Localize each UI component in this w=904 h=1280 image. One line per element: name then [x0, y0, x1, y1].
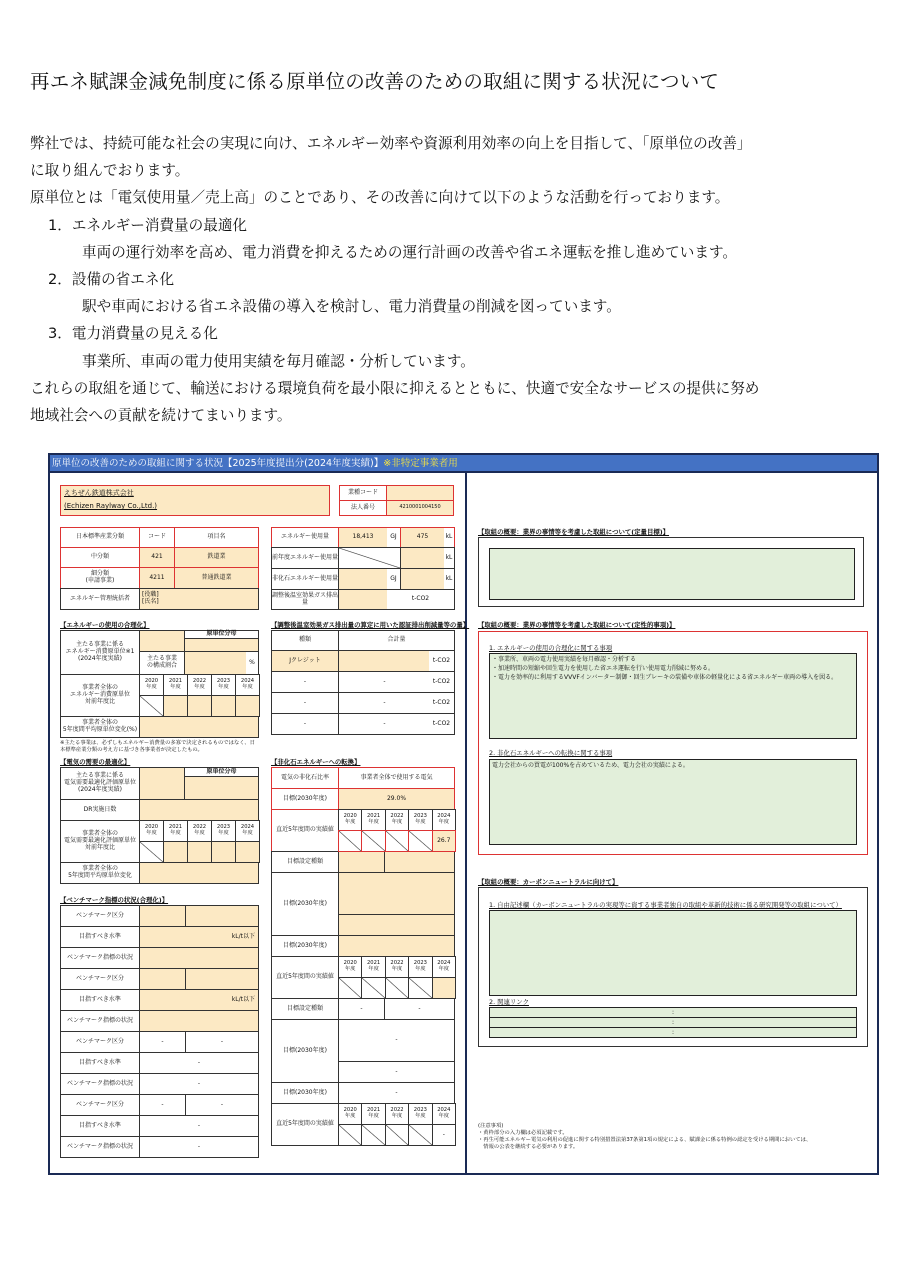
report-sheet [48, 453, 879, 1175]
bench-label: ベンチマーク区分 [60, 1094, 140, 1116]
kind-value-a[interactable] [338, 851, 385, 873]
ghg-label: 調整後温室効果ガス排出量 [271, 589, 339, 610]
manager-label: エネルギー管理統括者 [60, 588, 140, 610]
ghg-type: - [271, 671, 339, 693]
bench-class-b: - [185, 1094, 259, 1116]
qual-text2: 電力会社からの買電が100%を占めているため、電力会社の実績による。 [492, 762, 689, 769]
target-label: 目標(2030年度) [271, 1082, 339, 1104]
diagonal-empty [338, 547, 401, 569]
year-value[interactable] [211, 841, 236, 863]
energy-usage-gj: 18,413 [338, 527, 388, 548]
qual-line: ・加速時間の短縮や回生電力を使用した省エネ運転を行い使用電力削減に努める。 [492, 665, 715, 672]
qual-frame [478, 631, 868, 855]
cn-frame [478, 887, 868, 1047]
qual-textarea-2[interactable] [489, 759, 857, 845]
year-value[interactable]: 26.7 [432, 830, 456, 852]
year-header: 2023 年度 [408, 809, 432, 831]
item-body: 事業所、車両の電力使用実績を毎月確認・分析しています。 [82, 352, 475, 370]
company-name: えちぜん鉄道株式会社 [64, 489, 134, 497]
bench-label: ベンチマーク指標の状況 [60, 947, 140, 969]
diagonal-empty [408, 977, 432, 999]
rational-unit-value[interactable] [184, 638, 259, 652]
energy-usage-label: エネルギー使用量 [271, 527, 339, 548]
year-header: 2020 年度 [139, 820, 164, 842]
bench-label: 目指すべき水準 [60, 1052, 140, 1074]
year-value[interactable] [163, 841, 188, 863]
unit-co2: t-CO2 [387, 589, 455, 610]
dr-value[interactable] [139, 799, 259, 821]
target2030-label: 目標(2030年度) [271, 1019, 339, 1083]
recent-label: 直近5年度間の実績値 [271, 1103, 339, 1146]
year-value[interactable] [187, 841, 212, 863]
rational-main-value[interactable] [139, 630, 185, 652]
industry-header: 項目名 [174, 527, 259, 548]
link-field[interactable]: : [489, 1007, 857, 1018]
year-header: 2021 年度 [361, 809, 385, 831]
ghg-type: Jクレジット [271, 650, 339, 672]
year-header: 2023 年度 [211, 674, 236, 696]
bench-class-b[interactable] [185, 968, 259, 990]
year-value[interactable] [235, 841, 260, 863]
nonfossil-gj[interactable] [338, 568, 388, 590]
target-value-2[interactable] [338, 935, 455, 957]
cn-sub1: 1. 自由記述欄（カーボンニュートラルの実現等に資する事業者独自の取組や革新的技術に係る研究開発等の取組について） [489, 901, 842, 909]
ghg-type: - [271, 713, 339, 735]
company-box [60, 485, 330, 516]
year-value[interactable]: - [432, 1124, 456, 1146]
recent-label: 直近5年度間の実績値 [271, 956, 339, 999]
ghg-col-header: 合計量 [338, 630, 455, 651]
bench-value: - [139, 1052, 259, 1074]
year-header: 2021 年度 [361, 956, 385, 978]
column-divider [465, 473, 467, 1173]
year-header: 2024 年度 [432, 956, 456, 978]
qual-sub1: 1. エネルギーの使用の合理化に関する事項 [489, 644, 613, 652]
rational-main-label: 主たる事業に係る エネルギー消費原単位※1 (2024年度実績) [60, 630, 140, 675]
diagonal-empty [338, 977, 362, 999]
year-header: 2020 年度 [139, 674, 164, 696]
ghg-amount: - [338, 713, 430, 735]
qual-line: ・電力を効率的に利用するVVVFインバーター制御・回生ブレーキの装備や車体の軽量化による省エネルギー車両の導入を図る。 [492, 674, 838, 681]
bench-label: ベンチマーク指標の状況 [60, 1136, 140, 1158]
note-line: ・再生可能エネルギー電気の利用の促進に関する特別措置法第37条第1項の規定による、賦課金に係る特例の認定を受ける期間においては、 [478, 1137, 812, 1143]
manager-name: [氏名] [142, 598, 159, 605]
diagonal-empty [361, 830, 385, 852]
year-header: 2023 年度 [408, 1103, 432, 1125]
bench-value[interactable]: kL/t以下 [139, 989, 259, 1011]
company-name-en: (Echizen Raylway Co.,Ltd.) [64, 502, 158, 510]
industry-code: 421 [139, 547, 175, 568]
quant-frame [478, 537, 864, 607]
intro-p1b: に取り組んでおります。 [30, 162, 190, 180]
bench-class-a: - [139, 1031, 186, 1053]
bench-value[interactable] [139, 947, 259, 969]
diagonal-empty [385, 830, 409, 852]
industry-name: 普通鉄道業 [174, 567, 259, 589]
year-value[interactable] [187, 695, 212, 717]
bench-class-a[interactable] [139, 968, 186, 990]
diagonal-empty [338, 1124, 362, 1146]
item-heading: 3．電力消費量の見える化 [48, 325, 218, 343]
bench-label: 目指すべき水準 [60, 989, 140, 1011]
section-quant: 【取組の概要：業界の事情等を考慮した取組について(定量目標)】 [478, 528, 670, 536]
year-header: 2021 年度 [163, 820, 188, 842]
diagonal-empty [361, 977, 385, 999]
manager-title: [役職] [142, 591, 159, 599]
dr-label: DR実施日数 [60, 799, 140, 821]
unit-gj: GJ [387, 568, 401, 590]
section-ghg: 【調整後温室効果ガス排出量の算定に用いた認証排出削減量等の量】 [271, 621, 470, 629]
target-label: 目標(2030年度) [271, 788, 339, 810]
year-value[interactable] [235, 695, 260, 717]
code-value[interactable] [386, 485, 454, 501]
ghg-unit: t-CO2 [429, 713, 455, 735]
bench-label: ベンチマーク区分 [60, 905, 140, 927]
section-qual: 【取組の概要：業界の事情等を考慮した取組について(定性的事項)】 [478, 621, 676, 629]
bench-label: ベンチマーク区分 [60, 1031, 140, 1053]
intro-p2: 原単位とは「電気使用量／売上高」のことであり、その改善に向けて以下のような活動を行っております。 [30, 189, 730, 207]
target2030-dash: - [338, 1019, 455, 1062]
target-label: 目標(2030年度) [271, 935, 339, 957]
intro-p1a: 弊社では、持続可能な社会の実現に向け、エネルギー効率や資源利用効率の向上を目指して、「原単位の改善」 [30, 135, 752, 152]
link-field[interactable]: : [489, 1027, 857, 1038]
elec-trend-label: 事業者全体の 電気需要最適化評価原単位 対前年度比 [60, 820, 140, 863]
unit-gj: GJ [387, 527, 401, 548]
ghg-unit: t-CO2 [429, 692, 455, 714]
ghg-unit: t-CO2 [429, 671, 455, 693]
target2030-label: 目標(2030年度) [271, 872, 339, 936]
kind-label: 目標設定種類 [271, 998, 339, 1020]
target2030-dash: - [338, 1061, 455, 1083]
year-header: 2020 年度 [338, 956, 362, 978]
year-header: 2020 年度 [338, 809, 362, 831]
section-nonfossil: 【非化石エネルギーへの転換】 [271, 758, 361, 766]
qual-sub2: 2. 非化石エネルギーへの転換に関する事項 [489, 749, 613, 757]
prev-energy-label: 前年度エネルギー使用量 [271, 547, 339, 569]
item-heading: 1．エネルギー消費量の最適化 [48, 216, 248, 234]
unit-kl: kL [444, 568, 455, 590]
rational-trend-label: 事業者全体の エネルギー消費原単位 対前年度比 [60, 674, 140, 717]
kind-dash: - [338, 998, 385, 1020]
link-field[interactable]: : [489, 1017, 857, 1028]
year-value[interactable] [163, 695, 188, 717]
year-header: 2021 年度 [361, 1103, 385, 1125]
intro-text [30, 130, 880, 429]
manager-field[interactable] [139, 588, 259, 610]
diagonal-empty [385, 977, 409, 999]
year-header: 2024 年度 [235, 820, 260, 842]
sheet-header [50, 455, 877, 473]
year-header: 2021 年度 [163, 674, 188, 696]
bench-label: ベンチマーク指標の状況 [60, 1073, 140, 1095]
bench-value[interactable]: kL/t以下 [139, 926, 259, 948]
qual-line: ・事業所、車両の電力使用実績を毎月確認・分析する [492, 656, 637, 663]
year-header: 2022 年度 [187, 674, 212, 696]
bench-class-b: - [185, 1031, 259, 1053]
quant-textarea[interactable] [489, 548, 855, 600]
year-header: 2022 年度 [385, 956, 409, 978]
year-header: 2024 年度 [432, 809, 456, 831]
year-header: 2023 年度 [408, 956, 432, 978]
kind-value-b[interactable] [384, 851, 455, 873]
year-header: 2020 年度 [338, 1103, 362, 1125]
year-header: 2022 年度 [187, 820, 212, 842]
diagonal-empty [408, 1124, 432, 1146]
rational-footnote: ※主たる事業は、必ずしもエネルギー消費量の多寡で決定されるものではなく、日本標準産業分類の考え方に基づき各事業者が決定したもの。 [60, 740, 256, 753]
year-header: 2022 年度 [385, 809, 409, 831]
section-elec: 【電気の需要の最適化】 [60, 758, 131, 766]
cn-sub2: 2. 関連リンク [489, 998, 529, 1006]
note-line: ・黄枠部分の入力欄は必須記載です。 [478, 1130, 568, 1136]
kind-dash: - [384, 998, 455, 1020]
unit-kl: kL [444, 527, 455, 548]
rational-avg-value[interactable] [139, 716, 259, 738]
elec-avg-label: 事業者全体の 5年度間平均原単位変化 [60, 862, 140, 884]
diagonal-empty [139, 841, 164, 863]
note-line: 情報の公表を継続する必要があります。 [478, 1144, 579, 1150]
rational-avg-label: 事業者全体の 5年度間平均原単位変化(%) [60, 716, 140, 738]
ghg-type: - [271, 692, 339, 714]
unit-kl: kL [444, 547, 455, 569]
ghg-value[interactable] [338, 589, 388, 610]
elec-unit-header: 原単位分母 [184, 767, 259, 777]
target-dash: - [338, 1082, 455, 1104]
diagonal-empty [408, 830, 432, 852]
ghg-amount[interactable] [338, 650, 430, 672]
energy-usage-kl: 475 [400, 527, 445, 548]
bench-value: - [139, 1115, 259, 1137]
diagonal-empty [361, 1124, 385, 1146]
industry-code: 4211 [139, 567, 175, 589]
item-body: 駅や車両における省エネ設備の導入を検討し、電力消費量の削減を図っています。 [82, 298, 621, 316]
bench-label: ベンチマーク区分 [60, 968, 140, 990]
ghg-amount: - [338, 671, 430, 693]
number-label: 法人番号 [339, 500, 387, 516]
elec-unit-value[interactable] [184, 776, 259, 800]
number-value: 4210001004150 [386, 500, 454, 516]
bench-label: ベンチマーク指標の状況 [60, 1010, 140, 1032]
ratio-label: 電気の非化石比率 [271, 767, 339, 789]
kind-label: 目標設定種類 [271, 851, 339, 873]
target2030-value[interactable] [338, 872, 455, 915]
pct-unit: % [246, 651, 259, 675]
page-title: 再エネ賦課金減免制度に係る原単位の改善のための取組に関する状況について [30, 70, 720, 93]
year-header: 2024 年度 [235, 674, 260, 696]
bench-class-a: - [139, 1094, 186, 1116]
sheet-header-title: 原単位の改善のための取組に関する状況【2025年度提出分(2024年度実績)】 [52, 458, 384, 469]
year-header: 2023 年度 [211, 820, 236, 842]
year-header: 2024 年度 [432, 1103, 456, 1125]
nonfossil-kl[interactable] [400, 568, 445, 590]
bench-label: 目指すべき水準 [60, 1115, 140, 1137]
bench-label: 目指すべき水準 [60, 926, 140, 948]
target-value: 29.0% [338, 788, 455, 810]
ghg-col-header: 種類 [271, 630, 339, 651]
notes-title: (注意事項) [478, 1123, 504, 1129]
target2030-sub[interactable] [338, 914, 455, 936]
industry-header: コード [139, 527, 175, 548]
intro-closing1: これらの取組を通じて、輸送における環境負荷を最小限に抑えるとともに、快適で安全なサービスの提供に努め [30, 379, 760, 397]
notes [478, 1123, 868, 1151]
code-label: 業種コード [339, 485, 387, 501]
bench-class-a[interactable] [139, 905, 186, 927]
section-cn: 【取組の概要：カーボンニュートラルに向けて】 [478, 878, 619, 886]
rational-unit-header: 原単位分母 [184, 630, 259, 639]
item-body: 車両の運行効率を高め、電力消費を抑えるための運行計画の改善や省エネ運転を推し進めています。 [82, 243, 737, 261]
intro-closing2: 地域社会への貢献を続けてまいります。 [30, 407, 292, 425]
bench-value: - [139, 1136, 259, 1158]
section-bench: 【ベンチマーク指標の状況(合理化)】 [60, 896, 169, 904]
bench-value: - [139, 1073, 259, 1095]
share-value[interactable] [184, 651, 247, 675]
elec-main-label: 主たる事業に係る 電気需要最適化評価原単位 (2024年度実績) [60, 767, 140, 800]
year-value[interactable] [211, 695, 236, 717]
nonfossil-energy-label: 非化石エネルギー使用量 [271, 568, 339, 590]
industry-header: 日本標準産業分類 [60, 527, 140, 548]
item-heading: 2．設備の省エネ化 [48, 271, 175, 289]
prev-energy-kl[interactable] [400, 547, 445, 569]
cn-textarea[interactable] [489, 910, 857, 996]
recent-label: 直近5年度間の実績値 [271, 809, 339, 852]
diagonal-empty [385, 1124, 409, 1146]
share-label: 主たる事業 の構成割合 [139, 651, 185, 675]
bench-class-b[interactable] [185, 905, 259, 927]
industry-label: 中分類 [60, 547, 140, 568]
bench-value[interactable] [139, 1010, 259, 1032]
elec-main-value[interactable] [139, 767, 185, 800]
ghg-amount: - [338, 692, 430, 714]
year-value[interactable] [432, 977, 456, 999]
section-rational: 【エネルギーの使用の合理化】 [60, 621, 150, 629]
diagonal-empty [139, 695, 164, 717]
industry-name: 鉄道業 [174, 547, 259, 568]
industry-label: 細分類 (申請事業) [60, 567, 140, 589]
qual-textarea-1[interactable] [489, 653, 857, 739]
ghg-unit: t-CO2 [429, 650, 455, 672]
diagonal-empty [338, 830, 362, 852]
sheet-header-highlight: ※非特定事業者用 [383, 458, 458, 469]
year-header: 2022 年度 [385, 1103, 409, 1125]
elec-avg-value[interactable] [139, 862, 259, 884]
ratio-header: 事業者全体で使用する電気 [338, 767, 455, 789]
